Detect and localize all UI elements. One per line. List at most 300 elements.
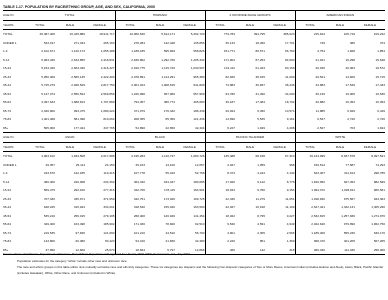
table-cell: 271,334: [73, 40, 85, 45]
table-cell: 569,475: [43, 188, 55, 192]
table-cell: 779,784: [205, 30, 235, 39]
table-cell: 965,561: [373, 188, 385, 192]
age-group-label: UNDER 1: [3, 162, 17, 167]
column-header: TOTAL: [205, 20, 235, 30]
table-cell: 185,902: [103, 222, 115, 226]
table-cell: 155,040: [163, 205, 175, 209]
column-header: TOTAL: [115, 20, 145, 30]
table-cell: 5,153,426: [41, 66, 55, 70]
table-cell: 648,225: [43, 205, 55, 209]
table-cell: 122,185: [73, 171, 85, 175]
table-cell: 657,969: [193, 91, 205, 96]
table-cell: 22,027: [205, 203, 235, 212]
table-cell: 68,158: [255, 154, 265, 158]
table-cell: 2,527: [295, 124, 325, 133]
table-cell: 37,890: [25, 246, 55, 255]
table-cell: 74,883: [205, 81, 235, 90]
table-cell: 380: [349, 40, 355, 45]
table-cell: 208,355: [115, 115, 145, 124]
table-cell: 86,571: [255, 49, 265, 53]
table-cell: 2,027: [205, 161, 235, 170]
table-cell: 36,187: [205, 98, 235, 107]
table-cell: 16,298: [345, 57, 355, 62]
table-cell: 2,726: [347, 117, 355, 121]
table-cell: 36,446: [285, 83, 295, 87]
table-cell: 1,688,813: [71, 100, 85, 104]
table-cell: 749: [295, 39, 325, 48]
table-cell: 2,078,891: [115, 73, 145, 82]
table-cell: 22,330: [205, 195, 235, 204]
table-cell: 21,830: [165, 239, 175, 243]
table-cell: 265,163: [103, 40, 115, 45]
table-cell: 9,450: [257, 108, 265, 113]
table-row: [3, 64, 385, 73]
table-cell: 2,636,862: [115, 56, 145, 65]
table-row: [3, 107, 385, 116]
table-cell: 16,536: [375, 91, 385, 96]
table-cell: 163,500: [193, 205, 205, 209]
table-cell: 1,322,131: [341, 205, 355, 209]
table-cell: 1,401,468: [41, 117, 55, 121]
column-header: MALE: [145, 142, 175, 152]
table-cell: 10,966,540: [115, 30, 145, 39]
column-header: MALE: [325, 20, 355, 30]
table-cell: 555,230: [343, 230, 355, 235]
table-cell: 14,606: [345, 74, 355, 79]
age-group-label: 85+: [3, 124, 25, 133]
age-group-label: 15-24: [3, 66, 11, 70]
table-cell: 278,284: [115, 39, 145, 48]
table-cell: 97,845: [75, 230, 85, 235]
table-cell: 11,885: [295, 107, 325, 116]
table-cell: 10,918: [255, 205, 265, 209]
table-cell: 5,745,279: [41, 83, 55, 87]
group-header: ASIAN: [25, 133, 115, 143]
table-cell: 4,591: [257, 222, 265, 226]
table-cell: 1,115,720: [161, 66, 175, 70]
group-header-row: [3, 133, 385, 143]
table-row: [3, 195, 385, 204]
column-header: FEMALE: [85, 20, 115, 30]
table-cell: 16,453: [345, 100, 355, 104]
table-cell: 2,017,985: [100, 154, 115, 158]
table-title: TABLE 1-17. POPULATION BY RACE/ETHNIC GROUP, AGE, AND SEX, CALIFORNIA, 2000: [3, 5, 156, 9]
table-cell: 1,055,488: [100, 49, 115, 53]
table-cell: 66,760: [285, 49, 295, 53]
column-header: MALE: [55, 20, 85, 30]
table-cell: 1,810,052: [295, 178, 325, 187]
table-cell: 1,062,750: [371, 222, 385, 226]
table-cell: 18,450: [255, 40, 265, 45]
table-cell: 121,336: [193, 117, 205, 121]
table-row: [3, 90, 385, 99]
age-group-label: 35-44: [3, 205, 11, 209]
table-cell: 1,668: [347, 49, 355, 53]
age-group-label: 65-74: [3, 108, 11, 113]
age-group-label: 55-64: [3, 100, 11, 104]
table-cell: 342,751: [115, 195, 145, 204]
table-cell: 318,540: [115, 203, 145, 212]
table-cell: 8,097,521: [371, 154, 385, 158]
column-header: TOTAL: [295, 20, 325, 30]
table-cell: 42,404: [175, 124, 205, 133]
table-cell: 292,160: [73, 188, 85, 192]
table-cell: 1,008,615: [161, 83, 175, 87]
table-cell: 369,330: [295, 246, 325, 255]
group-header: 2 OR MORE RACE GROUPS: [205, 11, 295, 21]
table-cell: 1,369: [286, 239, 295, 243]
table-cell: 595,829: [163, 49, 175, 53]
table-cell: 1,188,185: [115, 47, 145, 56]
table-cell: 36,387,406: [39, 32, 55, 36]
table-cell: 44,510: [165, 230, 175, 235]
table-cell: 1,292,760: [161, 57, 175, 62]
table-cell: 11,051: [285, 196, 295, 201]
table-cell: 186,349: [193, 108, 205, 113]
table-cell: 298,785: [373, 171, 385, 175]
table-cell: 851: [259, 239, 265, 243]
table-cell: 2,016,775: [115, 64, 145, 73]
table-cell: 371,079: [115, 107, 145, 116]
table-cell: 1,083,726: [190, 154, 205, 158]
note-label: Source:: [3, 252, 14, 256]
table-cell: 4,949: [286, 222, 295, 226]
table-cell: 4,244: [257, 171, 265, 175]
table-cell: 18,022: [205, 212, 235, 221]
sub-header-row: [3, 142, 385, 152]
table-cell: 18,663: [115, 246, 145, 255]
table-cell: 277,315: [103, 188, 115, 192]
table-cell: 121,690: [103, 230, 115, 235]
table-cell: 386,774: [163, 100, 175, 104]
table-cell: 2,644,855: [71, 57, 85, 62]
table-cell: 60,159: [285, 66, 295, 70]
table-cell: 31,490: [255, 91, 265, 96]
column-header: FEMALE: [85, 142, 115, 152]
table-cell: 5,063,436: [41, 57, 55, 62]
table-cell: 5,535: [257, 117, 265, 121]
table-cell: 558,826: [193, 49, 205, 53]
table-cell: 14,696: [205, 115, 235, 124]
table-cell: 10,574: [285, 108, 295, 113]
table-cell: 364,432: [115, 178, 145, 187]
table-row: [3, 237, 385, 246]
age-group-label: 5-14: [3, 179, 10, 184]
population-table-block-1: [3, 10, 385, 133]
table-cell: 135,488: [205, 152, 235, 161]
table-cell: 20,045: [295, 64, 325, 73]
table-cell: 131,112: [205, 64, 235, 73]
table-cell: 1,114,291: [161, 74, 175, 79]
table-cell: 2,532,815: [295, 212, 325, 221]
table-cell: 1,305,290: [371, 205, 385, 209]
table-cell: 12,057: [195, 162, 205, 167]
table-cell: 34,290: [285, 91, 295, 96]
table-cell: 215,644: [295, 30, 325, 39]
table-cell: 22,650: [145, 124, 175, 133]
table-cell: 6,227: [205, 124, 235, 133]
table-cell: 8,778: [286, 179, 295, 184]
table-cell: 6,029: [347, 108, 355, 113]
age-group-label: 15-24: [3, 188, 11, 192]
table-cell: 234,392: [103, 179, 115, 184]
column-header: MALE: [235, 20, 265, 30]
table-cell: 12,820: [55, 246, 85, 255]
column-header: FEMALE: [355, 142, 385, 152]
table-cell: 20,063: [345, 66, 355, 70]
table-cell: 13,106: [165, 162, 175, 167]
table-cell: 178,115: [164, 188, 175, 192]
table-cell: 2,046,900: [41, 108, 55, 113]
table-cell: 2,627,421: [295, 203, 325, 212]
group-header: BLACK: [115, 133, 205, 143]
group-header: TOTAL: [25, 11, 115, 21]
table-cell: 1,030,597: [190, 66, 205, 70]
column-header: FEMALE: [265, 142, 295, 152]
note-paragraph: [3, 259, 385, 265]
table-cell: 16,453: [375, 100, 385, 104]
table-cell: 36,837: [255, 83, 265, 87]
table-cell: 17,433: [375, 83, 385, 87]
table-cell: 151,771: [205, 47, 235, 56]
table-cell: 543,197: [43, 40, 55, 45]
column-header: TOTAL: [25, 142, 55, 152]
table-cell: 5,147,374: [41, 91, 55, 96]
table-cell: 480,400: [43, 179, 55, 184]
table-row: [3, 161, 385, 170]
table-cell: 32,480: [195, 239, 205, 243]
table-cell: 126,946: [163, 213, 175, 218]
table-cell: 164,591: [193, 188, 205, 192]
group-header-row: [3, 11, 385, 21]
table-cell: 84,500: [285, 57, 295, 62]
table-cell: 581,398: [73, 117, 85, 121]
table-cell: 5,050,309: [41, 74, 55, 79]
table-cell: 1,185,400: [295, 229, 325, 238]
table-cell: 92,510: [195, 222, 205, 226]
table-cell: 4,298: [265, 124, 295, 133]
table-cell: 119,415: [103, 171, 115, 175]
table-cell: 177,444: [55, 124, 85, 133]
age-group-label: UNDER 1: [3, 40, 17, 45]
table-row: [3, 73, 385, 82]
table-cell: 4,901: [205, 229, 235, 238]
table-cell: 623,407: [295, 169, 325, 178]
table-cell: 9,161: [286, 117, 295, 121]
table-cell: 1,854: [377, 49, 385, 53]
table-cell: 34,883: [295, 81, 325, 90]
table-cell: 385,023: [283, 32, 295, 36]
table-cell: 176,432: [163, 108, 175, 113]
table-cell: 707,330: [43, 196, 55, 201]
table-row: [3, 169, 385, 178]
table-cell: 993,475: [73, 108, 85, 113]
column-header: FEMALE: [175, 142, 205, 152]
table-cell: 810,064: [103, 117, 115, 121]
table-cell: 268,400: [115, 212, 145, 221]
table-row: [3, 98, 385, 107]
table-cell: 3,754: [295, 47, 325, 56]
population-table-block-2: [3, 132, 385, 255]
table-cell: 8,795: [257, 213, 265, 218]
table-cell: 35,133: [205, 39, 235, 48]
table-cell: 63,780: [205, 90, 235, 99]
table-cell: 17,920: [205, 178, 235, 187]
table-cell: 1,918,930: [295, 195, 325, 204]
age-group-label: 75-84: [3, 117, 11, 121]
table-cell: 2,102,671: [41, 49, 55, 53]
table-cell: 315,024: [73, 205, 85, 209]
table-cell: 2,726: [377, 117, 385, 121]
table-cell: 333,201: [103, 205, 115, 209]
table-cell: 67,310: [285, 154, 295, 158]
table-cell: 16,005: [345, 91, 355, 96]
table-cell: 258,000: [355, 246, 385, 255]
table-cell: 87,254: [255, 57, 265, 62]
table-cell: 703: [325, 124, 355, 133]
note-text: State of California, Department of Finance, Race/Ethnic Population with Age and Sex Detail, 2000-2050, Sacramento, CA, July 2007.: [14, 252, 191, 256]
table-cell: 965,380: [193, 74, 205, 79]
table-row: [3, 30, 385, 39]
table-cell: 5,614,171: [161, 32, 175, 36]
age-group-label: 65-74: [3, 230, 11, 235]
table-cell: 180,085: [193, 179, 205, 184]
table-cell: 1,080,224: [100, 108, 115, 113]
table-cell: 2,596: [286, 230, 295, 235]
table-cell: 5,797: [145, 246, 175, 255]
table-cell: 9,142: [257, 179, 265, 184]
column-header: FEMALE: [355, 20, 385, 30]
table-cell: 1,824: [355, 124, 385, 133]
table-cell: 49,357: [45, 162, 55, 167]
table-cell: 1,059: [257, 162, 265, 167]
table-cell: 311,613: [344, 171, 355, 175]
table-cell: 101,210: [115, 229, 145, 238]
table-cell: 78,820: [165, 222, 175, 226]
years-label: YEARS: [3, 20, 25, 30]
column-header: FEMALE: [175, 20, 205, 30]
table-cell: 246,008: [73, 179, 85, 184]
table-cell: 20,024: [205, 107, 235, 116]
table-cell: 1,120,173: [71, 49, 85, 53]
table-cell: 349,400: [43, 222, 55, 226]
column-header: TOTAL: [295, 142, 325, 152]
age-group-label: 45-54: [3, 213, 11, 218]
table-row: [3, 56, 385, 65]
sub-header-row: [3, 20, 385, 30]
column-header: TOTAL: [115, 142, 145, 152]
table-cell: 2,418,831: [100, 57, 115, 62]
table-notes: [3, 252, 385, 277]
table-cell: 2,556,524: [71, 91, 85, 96]
table-cell: 9,154: [286, 188, 295, 192]
table-cell: 219,535: [43, 230, 55, 235]
table-cell: 18,934: [205, 186, 235, 195]
table-cell: 41,009: [285, 74, 295, 79]
table-cell: 1,257,839: [341, 213, 355, 218]
table-cell: 12,866: [175, 246, 205, 255]
table-cell: 60,380: [75, 239, 85, 243]
table-cell: 4,130: [286, 171, 295, 175]
table-cell: 1,797,889: [100, 100, 115, 104]
table-cell: 6,537: [295, 115, 325, 124]
table-cell: 25,163: [115, 161, 145, 170]
table-cell: 1,028,811: [341, 188, 355, 192]
table-cell: 2,195,283: [115, 152, 145, 161]
age-group-label: TOTAL: [3, 154, 13, 158]
column-header: MALE: [145, 20, 175, 30]
column-header: TOTAL: [25, 20, 55, 30]
table-cell: 460: [205, 246, 235, 255]
table-cell: 18,911,717: [99, 32, 115, 36]
table-cell: 342,706: [115, 186, 145, 195]
note-paragraph: [3, 252, 385, 258]
table-cell: 401,205: [343, 239, 355, 243]
table-cell: 1,205,332: [190, 57, 205, 62]
table-cell: 15,648: [375, 57, 385, 62]
table-cell: 9,540: [205, 220, 235, 229]
table-cell: 16,134,999: [295, 152, 325, 161]
table-cell: 2,001,324: [115, 81, 145, 90]
table-cell: 8,374: [205, 169, 235, 178]
table-cell: 2,928,529: [71, 83, 85, 87]
table-cell: 150,514: [295, 161, 325, 170]
table-cell: 567,265: [373, 239, 385, 243]
table-cell: 6,449: [377, 108, 385, 113]
table-cell: 256,015: [73, 213, 85, 218]
column-header: MALE: [55, 142, 85, 152]
table-cell: 171,904: [205, 56, 235, 65]
table-cell: 55,010: [165, 171, 175, 175]
table-cell: 74,293: [375, 162, 385, 167]
table-cell: 1,274,976: [371, 213, 385, 218]
table-cell: 5,292,720: [190, 32, 205, 36]
table-cell: 109,222: [373, 32, 385, 36]
note-text: Population estimates for the category "white" include other race and unknown race.: [17, 258, 128, 263]
table-cell: 38,015: [255, 74, 265, 79]
table-cell: 2,569,856: [100, 91, 115, 96]
table-row: [3, 115, 385, 124]
table-row: [3, 39, 385, 48]
table-row: [3, 178, 385, 187]
table-cell: 882,599: [373, 179, 385, 184]
table-cell: 21,041: [295, 56, 325, 65]
group-header: WHITE: [295, 133, 385, 143]
table-cell: 107,778: [115, 169, 145, 178]
table-cell: 18,702: [285, 100, 295, 104]
table-row: [3, 229, 385, 238]
table-cell: 17,701: [285, 40, 295, 45]
group-header: PACIFIC ISLANDER: [205, 133, 295, 143]
table-cell: 9,227: [286, 213, 295, 218]
table-cell: 77,587: [345, 162, 355, 167]
table-cell: 1,934,508: [71, 154, 85, 158]
age-in-label: AGE IN: [3, 11, 25, 21]
table-cell: 105,719: [343, 32, 355, 36]
table-cell: 143,800: [43, 239, 55, 243]
table-cell: 4,063,102: [41, 154, 55, 158]
table-cell: 405,683: [193, 100, 205, 104]
age-group-label: 75-84: [3, 239, 11, 243]
table-cell: 927,453: [343, 179, 355, 184]
group-header: HISPANIC: [115, 11, 205, 21]
table-row: [3, 220, 385, 229]
age-group-label: 1-4: [3, 171, 8, 175]
table-cell: 505,000: [25, 124, 55, 133]
table-cell: 975,567: [343, 196, 355, 201]
table-cell: 142,428: [163, 40, 175, 45]
column-header: MALE: [325, 142, 355, 152]
